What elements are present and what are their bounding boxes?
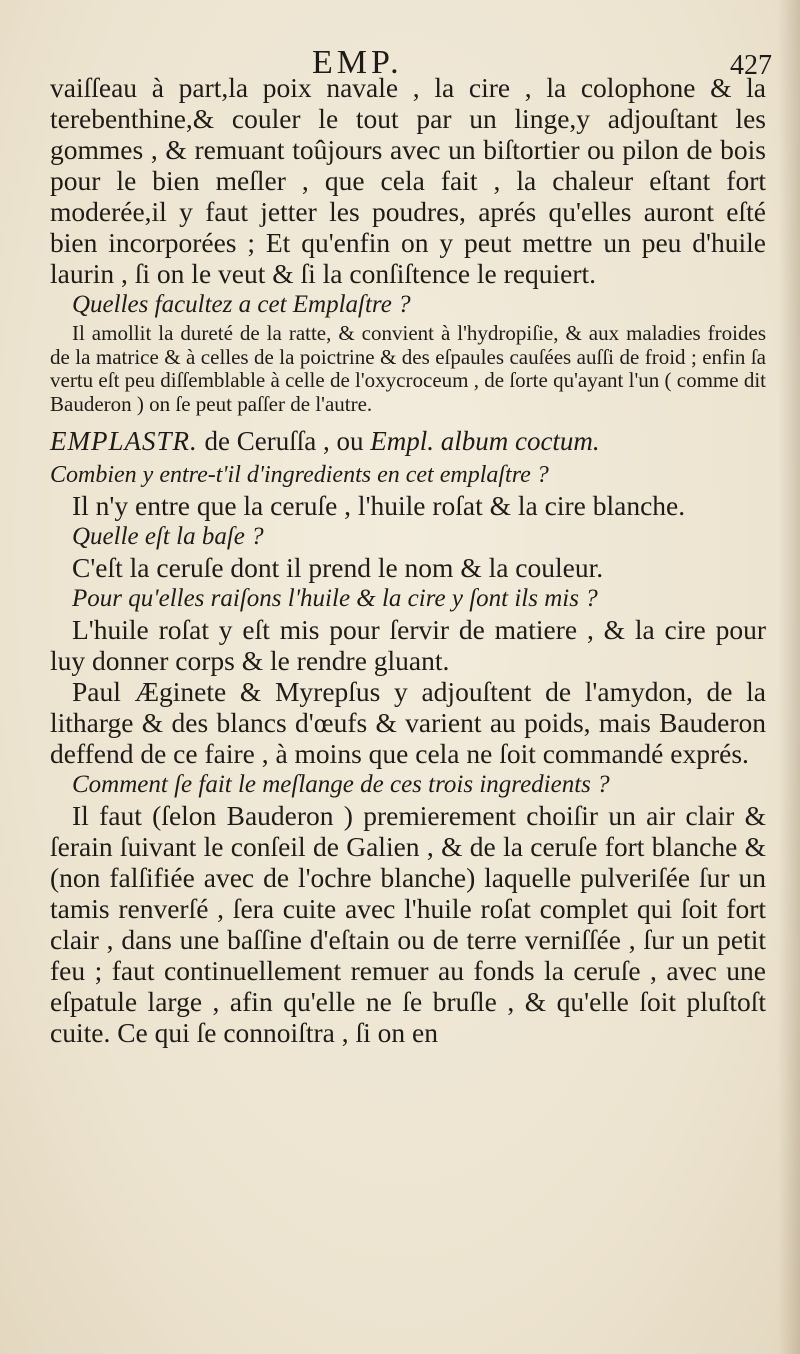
running-head: EMP. [312,44,403,81]
paragraph-base: C'eſt la ceruſe dont il prend le nom & la couleur. [72,552,604,583]
page-number: 427 [730,50,772,81]
paragraph-mixing: Il faut (ſelon Bauderon ) premierement choiſir un air clair & ſerain ſuivant le conſeil de Galien , & de la ceruſe fort blanche & (non falſifiée avec de l'ochre blanche) laquelle pulveriſée ſur un tamis renverſé , ſera cuite avec l'huile roſat complet qui ſoit fort clair , dans une baſſine d'eſtain ou de terre verniſſée , ſur un petit feu ; faut continuellement remuer au fonds la ceruſe , avec une eſpatule large , afin qu'elle ne ſe bruſle , & qu'elle ſoit pluſtoſt cuite. Ce qui ſe connoiſtra , ſi on en [50,800,766,1048]
heading-subtitle: de Ceruſſa , ou [197,426,371,456]
page-edge-shadow [778,0,800,1354]
paragraph-ingredients: Il n'y entre que la ceruſe , l'huile roſat & la cire blanche. [72,490,686,521]
paragraph-variants: Paul Æginete & Myrepſus y adjouſtent de l'amydon, de la litharge & des blancs d'œufs & varient au poids, mais Bauderon deffend de ce faire , à moins que cela ne ſoit commandé exprés. [50,676,766,769]
page-text [50,72,766,1048]
section-heading-emplastre-ceruse [50,422,766,460]
question-faculties: Quelles facultez a cet Emplaſtre ? [72,291,411,318]
paragraph-reasons: L'huile roſat y eſt mis pour ſervir de matiere , & la cire pour luy donner corps & le rendre gluant. [50,614,766,676]
paragraph-faculties: Il amollit la dureté de la ratte, & convient à l'hydropiſie, & aux maladies froides de la matrice & à celles de la poictrine & des eſpaules cauſées auſſi de froid ; enfin ſa vertu eſt peu diſſemblable à celle de l'oxycroceum , de ſorte qu'ayant l'un ( comme dit Bauderon ) on ſe peut paſſer de l'autre. [50,321,766,416]
question-ingredients-count: Combien y entre-t'il d'ingredients en cet emplaſtre ? [50,462,549,488]
question-base: Quelle eſt la baſe ? [72,523,264,550]
paragraph-preparation-end: vaiſſeau à part,la poix navale , la cire , la colophone & la terebenthine,& couler le tout par un linge,y adjouſtant les gommes , & remuant toûjours avec un biſtortier ou pilon de bois pour le bien meſler , que cela fait , la chaleur eſtant fort moderée,il y faut jetter les poudres, aprés qu'elles auront eſté bien incorporées ; Et qu'enfin on y peut mettre un peu d'huile laurin , ſi on le veut & ſi la conſiſtence le requiert. [50,72,766,289]
heading-latin-name: Empl. album coctum. [370,426,600,456]
question-mixing: Comment ſe fait le meſlange de ces trois ingredients ? [72,771,610,798]
heading-title: EMPLASTR. [50,426,198,456]
question-reasons: Pour qu'elles raiſons l'huile & la cire y ſont ils mis ? [72,585,598,612]
